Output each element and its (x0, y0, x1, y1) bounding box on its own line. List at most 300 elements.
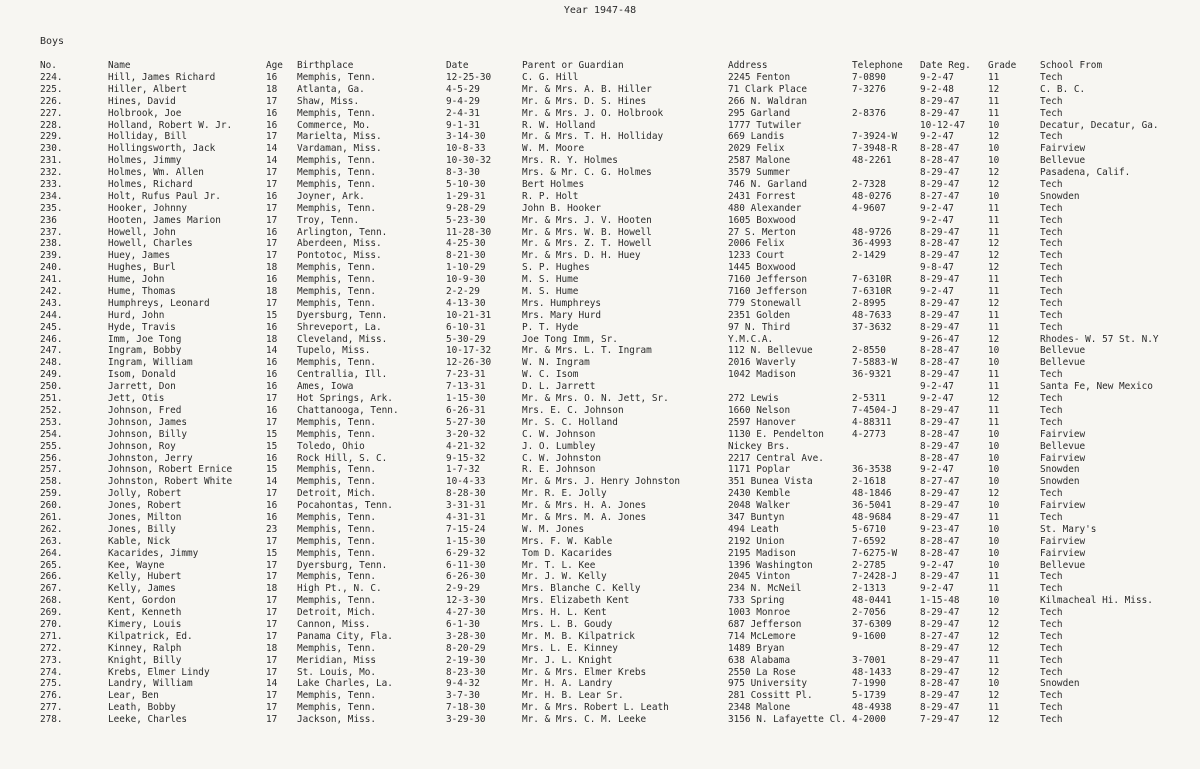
cell-date: 4-25-30 (446, 238, 486, 250)
cell-no: 227. (40, 107, 63, 119)
cell-age: 17 (266, 702, 278, 714)
cell-telephone: 2-1618 (852, 476, 886, 488)
cell-address: 295 Garland (728, 107, 791, 119)
cell-telephone: 48-0441 (852, 595, 892, 607)
cell-telephone: 48-0276 (852, 190, 892, 202)
cell-grade: 10 (988, 559, 1000, 571)
cell-parent: Mr. & Mrs. J. O. Holbrook (522, 107, 664, 119)
cell-telephone: 2-1313 (852, 583, 886, 595)
cell-date-reg: 8-29-47 (920, 642, 960, 654)
cell-school-from: Kilmacheal Hi. Miss. (1040, 595, 1153, 607)
header-no: No. (40, 60, 57, 71)
cell-name: Hurd, John (108, 309, 165, 321)
cell-telephone: 2-8376 (852, 107, 886, 119)
cell-address: 234 N. McNeil (728, 583, 802, 595)
cell-date: 10-30-32 (446, 155, 492, 167)
cell-name: Johnson, Fred (108, 404, 182, 416)
cell-birthplace: Cleveland, Miss. (297, 333, 388, 345)
cell-date: 6-29-32 (446, 547, 486, 559)
cell-age: 17 (266, 131, 278, 143)
cell-date: 8-21-30 (446, 250, 486, 262)
cell-telephone: 36-5041 (852, 500, 892, 512)
cell-parent: Mr. & Mrs. L. T. Ingram (522, 345, 652, 357)
cell-date-reg: 8-28-47 (920, 547, 960, 559)
cell-date: 2-2-29 (446, 286, 480, 298)
table-row (0, 381, 1200, 393)
cell-parent: Mr. & Mrs. Robert L. Leath (522, 702, 669, 714)
table-row (0, 108, 1200, 120)
cell-address: 351 Bunea Vista (728, 476, 813, 488)
cell-parent: Mr. H. A. Landry (522, 678, 613, 690)
cell-school-from: Tech (1040, 702, 1063, 714)
cell-school-from: Tech (1040, 666, 1063, 678)
cell-school-from: Tech (1040, 274, 1063, 286)
cell-birthplace: Memphis, Tenn. (297, 523, 377, 535)
cell-school-from: Tech (1040, 642, 1063, 654)
cell-no: 260. (40, 500, 63, 512)
table-row (0, 310, 1200, 322)
cell-school-from: Tech (1040, 618, 1063, 630)
cell-date-reg: 7-29-47 (920, 714, 960, 726)
cell-grade: 12 (988, 131, 1000, 143)
cell-date: 5-23-30 (446, 214, 486, 226)
cell-date: 1-10-29 (446, 262, 486, 274)
cell-grade: 10 (988, 476, 1000, 488)
table-row (0, 345, 1200, 357)
cell-date-reg: 8-29-47 (920, 690, 960, 702)
cell-no: 254. (40, 428, 63, 440)
table-row (0, 655, 1200, 667)
cell-address: 2192 Union (728, 535, 785, 547)
cell-date: 3-7-30 (446, 690, 480, 702)
cell-grade: 11 (988, 72, 1000, 83)
cell-birthplace: Memphis, Tenn. (297, 167, 377, 179)
cell-name: Holt, Rufus Paul Jr. (108, 190, 221, 202)
cell-birthplace: Tupelo, Miss. (297, 345, 371, 357)
cell-grade: 11 (988, 381, 1000, 393)
cell-date: 4-13-30 (446, 297, 486, 309)
cell-age: 16 (266, 404, 278, 416)
cell-parent: M. S. Hume (522, 274, 579, 286)
cell-school-from: Bellevue (1040, 345, 1086, 357)
cell-age: 16 (266, 511, 278, 523)
cell-address: 97 N. Third (728, 321, 791, 333)
cell-address: 3156 N. Lafayette Cl. (728, 714, 847, 726)
cell-date-reg: 8-29-47 (920, 654, 960, 666)
cell-birthplace: Centrallia, Ill. (297, 369, 388, 381)
cell-name: Isom, Donald (108, 369, 176, 381)
cell-birthplace: Lake Charles, La. (297, 678, 393, 690)
cell-no: 234. (40, 190, 63, 202)
cell-grade: 10 (988, 547, 1000, 559)
cell-name: Johnson, Robert Ernice (108, 464, 233, 476)
table-row (0, 167, 1200, 179)
cell-no: 261. (40, 511, 63, 523)
cell-date: 6-10-31 (446, 321, 486, 333)
cell-age: 17 (266, 297, 278, 309)
cell-grade: 11 (988, 226, 1000, 238)
cell-no: 228. (40, 119, 63, 131)
cell-name: Johnston, Robert White (108, 476, 233, 488)
cell-parent: Mr. & Mrs. A. B. Hiller (522, 83, 652, 95)
cell-birthplace: Toledo, Ohio (297, 440, 365, 452)
cell-birthplace: Atlanta, Ga. (297, 83, 365, 95)
cell-telephone: 7-4504-J (852, 404, 898, 416)
cell-date-reg: 9-2-47 (920, 286, 954, 298)
cell-no: 258. (40, 476, 63, 488)
cell-school-from: Bellevue (1040, 559, 1086, 571)
cell-name: Kimery, Louis (108, 618, 182, 630)
cell-name: Johnson, James (108, 416, 188, 428)
cell-grade: 12 (988, 167, 1000, 179)
cell-date-reg: 8-28-47 (920, 452, 960, 464)
cell-name: Hyde, Travis (108, 321, 176, 333)
cell-name: Lear, Ben (108, 690, 159, 702)
cell-parent: Mrs. Humphreys (522, 297, 602, 309)
cell-name: Imm, Joe Tong (108, 333, 182, 345)
cell-grade: 10 (988, 440, 1000, 452)
cell-age: 14 (266, 345, 278, 357)
cell-school-from: Tech (1040, 250, 1063, 262)
cell-address: 2587 Malone (728, 155, 791, 167)
cell-birthplace: Chattanooga, Tenn. (297, 404, 399, 416)
cell-date-reg: 8-28-47 (920, 238, 960, 250)
cell-date-reg: 8-29-47 (920, 107, 960, 119)
cell-grade: 11 (988, 214, 1000, 226)
cell-date: 3-20-32 (446, 428, 486, 440)
cell-name: Holbrook, Joe (108, 107, 182, 119)
cell-school-from: Snowden (1040, 476, 1080, 488)
cell-date-reg: 8-28-47 (920, 345, 960, 357)
cell-address: 7160 Jefferson (728, 286, 808, 298)
table-row (0, 488, 1200, 500)
cell-date: 4-5-29 (446, 83, 480, 95)
cell-telephone: 2-7056 (852, 607, 886, 619)
cell-address: 2550 La Rose (728, 666, 796, 678)
cell-parent: Mr. J. W. Kelly (522, 571, 607, 583)
cell-address: 2217 Central Ave. (728, 452, 824, 464)
cell-telephone: 7-5883-W (852, 357, 898, 369)
cell-grade: 12 (988, 297, 1000, 309)
cell-name: Holmes, Richard (108, 179, 193, 191)
cell-address: 2048 Walker (728, 500, 791, 512)
cell-parent: Mrs. Blanche C. Kelly (522, 583, 641, 595)
cell-age: 17 (266, 666, 278, 678)
cell-no: 246. (40, 333, 63, 345)
cell-telephone: 7-3948-R (852, 143, 898, 155)
cell-parent: Mr. & Mrs. W. B. Howell (522, 226, 652, 238)
cell-birthplace: Detroit, Mich. (297, 607, 377, 619)
cell-name: Hughes, Burl (108, 262, 176, 274)
cell-birthplace: Troy, Tenn. (297, 214, 360, 226)
cell-telephone: 7-6592 (852, 535, 886, 547)
cell-no: 244. (40, 309, 63, 321)
table-row (0, 203, 1200, 215)
cell-date-reg: 8-29-47 (920, 511, 960, 523)
cell-school-from: Tech (1040, 238, 1063, 250)
cell-no: 253. (40, 416, 63, 428)
cell-birthplace: Memphis, Tenn. (297, 476, 377, 488)
cell-date: 5-30-29 (446, 333, 486, 345)
cell-grade: 12 (988, 179, 1000, 191)
cell-telephone: 7-0890 (852, 72, 886, 83)
cell-name: Knight, Billy (108, 654, 182, 666)
cell-telephone: 37-6309 (852, 618, 892, 630)
cell-telephone: 4-9607 (852, 202, 886, 214)
table-row (0, 476, 1200, 488)
cell-name: Howell, Charles (108, 238, 193, 250)
cell-age: 16 (266, 226, 278, 238)
table-row (0, 131, 1200, 143)
cell-telephone: 48-7633 (852, 309, 892, 321)
cell-age: 17 (266, 179, 278, 191)
cell-name: Holmes, Jimmy (108, 155, 182, 167)
cell-grade: 10 (988, 678, 1000, 690)
cell-school-from: Tech (1040, 107, 1063, 119)
cell-birthplace: Memphis, Tenn. (297, 107, 377, 119)
cell-age: 18 (266, 83, 278, 95)
cell-grade: 11 (988, 286, 1000, 298)
cell-address: 281 Cossitt Pl. (728, 690, 813, 702)
table-row (0, 179, 1200, 191)
cell-date-reg: 8-27-47 (920, 190, 960, 202)
cell-age: 16 (266, 107, 278, 119)
cell-school-from: Tech (1040, 511, 1063, 523)
cell-school-from: Tech (1040, 583, 1063, 595)
cell-birthplace: Memphis, Tenn. (297, 511, 377, 523)
cell-parent: R. P. Holt (522, 190, 579, 202)
cell-address: 494 Leath (728, 523, 779, 535)
cell-address: 733 Spring (728, 595, 785, 607)
cell-age: 18 (266, 583, 278, 595)
cell-telephone: 3-7001 (852, 654, 886, 666)
cell-no: 247. (40, 345, 63, 357)
cell-grade: 11 (988, 321, 1000, 333)
cell-date: 8-3-30 (446, 167, 480, 179)
cell-date-reg: 8-28-47 (920, 535, 960, 547)
cell-grade: 11 (988, 583, 1000, 595)
cell-date-reg: 8-27-47 (920, 630, 960, 642)
cell-address: 2029 Felix (728, 143, 785, 155)
cell-age: 14 (266, 476, 278, 488)
cell-address: 779 Stonewall (728, 297, 802, 309)
cell-grade: 10 (988, 119, 1000, 131)
cell-birthplace: Memphis, Tenn. (297, 262, 377, 274)
cell-school-from: Tech (1040, 369, 1063, 381)
cell-birthplace: Vardaman, Miss. (297, 143, 382, 155)
cell-date: 2-9-29 (446, 583, 480, 595)
cell-address: 714 McLemore (728, 630, 796, 642)
cell-name: Kent, Kenneth (108, 607, 182, 619)
cell-grade: 11 (988, 511, 1000, 523)
cell-address: 1171 Poplar (728, 464, 791, 476)
cell-telephone: 36-3538 (852, 464, 892, 476)
header-name: Name (108, 60, 131, 71)
cell-grade: 10 (988, 523, 1000, 535)
cell-school-from: Snowden (1040, 678, 1080, 690)
cell-birthplace: Memphis, Tenn. (297, 286, 377, 298)
cell-date-reg: 9-2-47 (920, 464, 954, 476)
cell-birthplace: Ames, Iowa (297, 381, 354, 393)
table-row (0, 464, 1200, 476)
cell-birthplace: Memphis, Tenn. (297, 535, 377, 547)
cell-date: 1-7-32 (446, 464, 480, 476)
cell-address: 1777 Tutwiler (728, 119, 802, 131)
cell-date-reg: 9-2-47 (920, 559, 954, 571)
table-row (0, 571, 1200, 583)
cell-no: 275. (40, 678, 63, 690)
cell-grade: 12 (988, 488, 1000, 500)
table-row (0, 714, 1200, 726)
cell-grade: 10 (988, 428, 1000, 440)
cell-date: 3-29-30 (446, 714, 486, 726)
cell-no: 278. (40, 714, 63, 726)
cell-age: 17 (266, 250, 278, 262)
cell-date-reg: 9-2-47 (920, 381, 954, 393)
table-row (0, 453, 1200, 465)
cell-telephone: 2-8995 (852, 297, 886, 309)
cell-parent: Mr. & Mrs. D. H. Huey (522, 250, 641, 262)
cell-no: 230. (40, 143, 63, 155)
cell-age: 15 (266, 464, 278, 476)
cell-parent: Mrs. E. C. Johnson (522, 404, 624, 416)
cell-school-from: Tech (1040, 714, 1063, 726)
cell-parent: R. W. Holland (522, 119, 596, 131)
cell-parent: W. M. Moore (522, 143, 585, 155)
cell-parent: S. P. Hughes (522, 262, 590, 274)
cell-address: 1396 Washington (728, 559, 813, 571)
cell-no: 259. (40, 488, 63, 500)
cell-birthplace: Memphis, Tenn. (297, 416, 377, 428)
cell-date-reg: 9-23-47 (920, 523, 960, 535)
cell-date-reg: 8-29-47 (920, 250, 960, 262)
cell-date: 10-17-32 (446, 345, 492, 357)
cell-address: 687 Jefferson (728, 618, 802, 630)
cell-date: 3-28-30 (446, 630, 486, 642)
cell-age: 17 (266, 595, 278, 607)
cell-birthplace: Pontotoc, Miss. (297, 250, 382, 262)
cell-date: 10-21-31 (446, 309, 492, 321)
cell-parent: R. E. Johnson (522, 464, 596, 476)
cell-age: 17 (266, 214, 278, 226)
cell-grade: 12 (988, 690, 1000, 702)
cell-school-from: Tech (1040, 654, 1063, 666)
cell-age: 16 (266, 369, 278, 381)
cell-name: Hooker, Johnny (108, 202, 188, 214)
cell-age: 16 (266, 452, 278, 464)
cell-school-from: Tech (1040, 309, 1063, 321)
cell-date: 12-26-30 (446, 357, 492, 369)
cell-name: Hollingsworth, Jack (108, 143, 216, 155)
cell-telephone: 2-2785 (852, 559, 886, 571)
cell-date: 9-1-31 (446, 119, 480, 131)
cell-no: 236 (40, 214, 57, 226)
cell-date-reg: 9-8-47 (920, 262, 954, 274)
table-row (0, 84, 1200, 96)
cell-date-reg: 8-29-47 (920, 618, 960, 630)
cell-parent: Tom D. Kacarides (522, 547, 613, 559)
cell-address: 7160 Jefferson (728, 274, 808, 286)
cell-no: 239. (40, 250, 63, 262)
cell-date-reg: 9-2-47 (920, 72, 954, 83)
cell-address: 2430 Kemble (728, 488, 791, 500)
cell-telephone: 7-6310R (852, 274, 892, 286)
cell-parent: Mr. & Mrs. T. H. Holliday (522, 131, 664, 143)
cell-no: 256. (40, 452, 63, 464)
cell-school-from: Fairview (1040, 452, 1086, 464)
cell-date-reg: 8-29-47 (920, 167, 960, 179)
cell-date-reg: 8-29-47 (920, 321, 960, 333)
cell-school-from: Fairview (1040, 143, 1086, 155)
cell-date: 1-15-30 (446, 535, 486, 547)
cell-name: Hume, John (108, 274, 165, 286)
cell-address: 272 Lewis (728, 393, 779, 405)
cell-date: 6-11-30 (446, 559, 486, 571)
cell-grade: 10 (988, 452, 1000, 464)
cell-no: 241. (40, 274, 63, 286)
cell-age: 17 (266, 202, 278, 214)
cell-name: Kacarides, Jimmy (108, 547, 199, 559)
cell-name: Johnson, Billy (108, 428, 188, 440)
cell-telephone: 48-1433 (852, 666, 892, 678)
table-row (0, 548, 1200, 560)
cell-no: 251. (40, 393, 63, 405)
cell-name: Jarrett, Don (108, 381, 176, 393)
cell-address: 2597 Hanover (728, 416, 796, 428)
cell-no: 267. (40, 583, 63, 595)
cell-grade: 12 (988, 666, 1000, 678)
cell-date-reg: 9-2-47 (920, 583, 954, 595)
cell-birthplace: Commerce, Mo. (297, 119, 371, 131)
cell-date: 2-4-31 (446, 107, 480, 119)
header-age: Age (266, 60, 283, 71)
cell-telephone: 36-4993 (852, 238, 892, 250)
cell-no: 271. (40, 630, 63, 642)
cell-age: 16 (266, 274, 278, 286)
cell-telephone: 48-9684 (852, 511, 892, 523)
cell-date-reg: 8-29-47 (920, 440, 960, 452)
cell-school-from: Snowden (1040, 464, 1080, 476)
table-row (0, 72, 1200, 84)
cell-parent: Mr. R. E. Jolly (522, 488, 607, 500)
cell-grade: 11 (988, 571, 1000, 583)
cell-no: 225. (40, 83, 63, 95)
cell-age: 14 (266, 155, 278, 167)
cell-name: Ingram, William (108, 357, 193, 369)
cell-address: 347 Buntyn (728, 511, 785, 523)
cell-grade: 11 (988, 404, 1000, 416)
cell-age: 15 (266, 428, 278, 440)
cell-age: 17 (266, 690, 278, 702)
cell-date: 6-26-31 (446, 404, 486, 416)
cell-address: 2195 Madison (728, 547, 796, 559)
table-row (0, 607, 1200, 619)
page-title: Year 1947-48 (563, 5, 637, 16)
cell-date-reg: 8-27-47 (920, 476, 960, 488)
cell-date-reg: 8-29-47 (920, 179, 960, 191)
cell-school-from: Tech (1040, 630, 1063, 642)
cell-date-reg: 8-29-47 (920, 297, 960, 309)
cell-name: Hill, James Richard (108, 72, 216, 83)
cell-grade: 12 (988, 630, 1000, 642)
cell-birthplace: Marielta, Miss. (297, 131, 382, 143)
table-row (0, 441, 1200, 453)
cell-no: 252. (40, 404, 63, 416)
cell-age: 16 (266, 500, 278, 512)
cell-age: 17 (266, 630, 278, 642)
cell-date-reg: 8-29-47 (920, 95, 960, 107)
cell-date: 1-29-31 (446, 190, 486, 202)
